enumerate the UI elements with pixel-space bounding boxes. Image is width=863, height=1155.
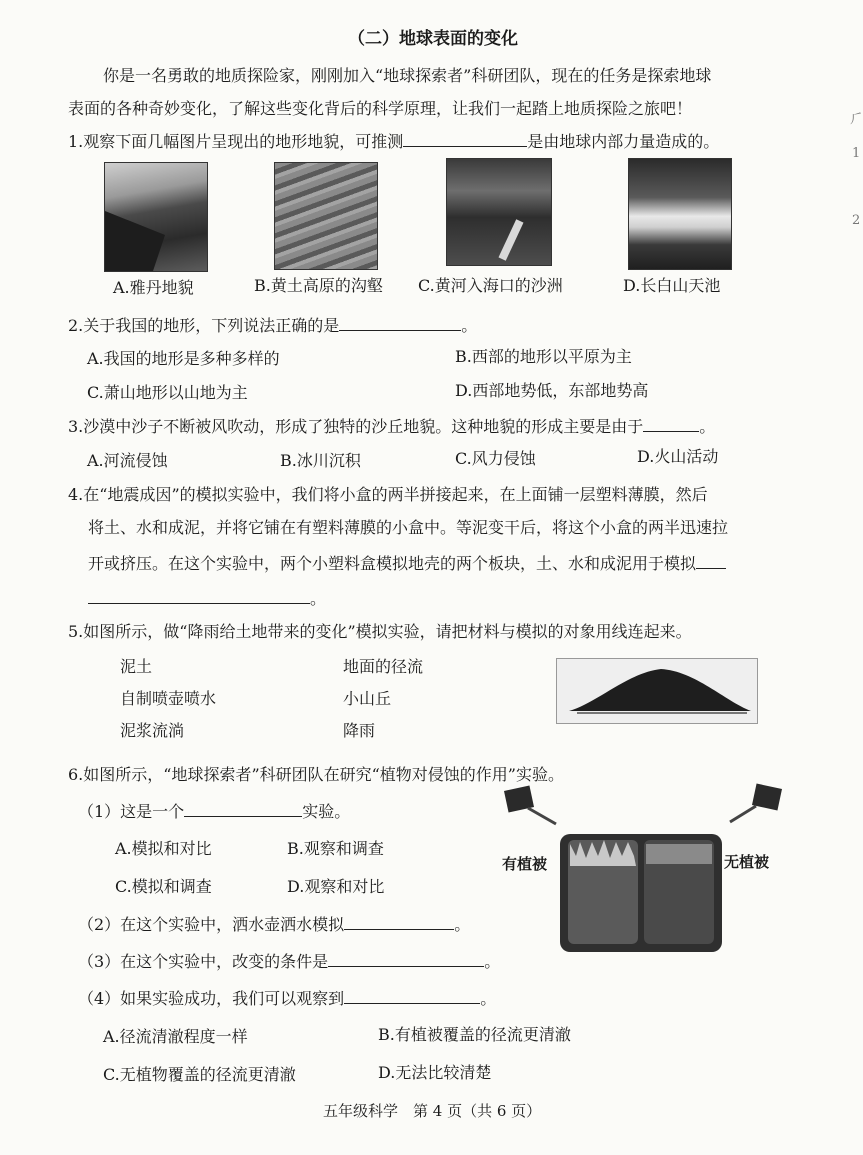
answer-blank-6-2[interactable] [344, 915, 454, 930]
question-1 [68, 129, 719, 152]
answer-blank-4a[interactable] [696, 554, 726, 569]
q6-sub-4 [78, 986, 496, 1009]
page-title: （二）地球表面的变化 [348, 29, 518, 49]
answer-blank-3[interactable] [643, 417, 699, 432]
q6-option-a: A.模拟和对比 [115, 839, 212, 858]
answer-blank-4b[interactable] [88, 589, 310, 604]
answer-blank-6-1[interactable] [184, 802, 302, 817]
q6-sub-2-period: 。 [454, 915, 471, 934]
q6-4-option-b: B.有植被覆盖的径流更清澈 [378, 1025, 571, 1044]
q5-right-3[interactable]: 降雨 [343, 721, 376, 740]
question-4-line-1: 4.在“地震成因”的模拟实验中，我们将小盒的两半拼接起来，在上面铺一层塑料薄膜，然后 [68, 485, 708, 504]
q6-4-option-a: A.径流清澈程度一样 [103, 1027, 248, 1046]
q5-left-1[interactable]: 泥土 [120, 657, 153, 676]
q3-option-c: C.风力侵蚀 [455, 449, 536, 468]
question-4-line-4 [88, 586, 326, 609]
question-2-prefix: 2.关于我国的地形，下列说法正确的是 [68, 316, 340, 335]
answer-blank-6-4[interactable] [344, 989, 480, 1004]
intro-line-2: 表面的各种奇妙变化，了解这些变化背后的科学原理，让我们一起踏上地质探险之旅吧！ [68, 99, 693, 118]
q6-option-d: D.观察和对比 [287, 877, 385, 896]
q6-sub-4-period: 。 [480, 989, 497, 1008]
q3-option-a: A.河流侵蚀 [87, 451, 168, 470]
caption-a: A.雅丹地貌 [113, 278, 194, 297]
question-4-line-3-text: 开或挤压。在这个实验中，两个小塑料盒模拟地壳的两个板块，土、水和成泥用于模拟 [88, 554, 697, 573]
q2-option-c: C.萧山地形以山地为主 [87, 383, 248, 402]
answer-blank-2[interactable] [339, 316, 461, 331]
q6-4-option-c: C.无植物覆盖的径流更清澈 [103, 1065, 296, 1084]
caption-d: D.长白山天池 [623, 276, 721, 295]
q2-option-b: B.西部的地形以平原为主 [455, 347, 632, 366]
q2-option-d: D.西部地势低，东部地势高 [455, 381, 649, 400]
q6-option-c: C.模拟和调查 [115, 877, 212, 896]
q5-right-2[interactable]: 小山丘 [343, 689, 392, 708]
q6-sub-3 [78, 949, 500, 972]
question-1-suffix: 是由地球内部力量造成的。 [527, 132, 720, 151]
soil-mound-photo [556, 658, 758, 724]
question-3 [68, 414, 715, 437]
q6-sub-3-period: 。 [484, 952, 501, 971]
q6-4-option-d: D.无法比较清楚 [378, 1063, 492, 1082]
question-4-suffix: 。 [310, 589, 327, 608]
question-5: 5.如图所示，做“降雨给土地带来的变化”模拟实验，请把材料与模拟的对象用线连起来。 [68, 622, 692, 641]
edge-glyph-2: 1 [852, 146, 861, 161]
answer-blank-1[interactable] [403, 132, 527, 147]
question-4-line-3 [88, 551, 726, 574]
q5-right-1[interactable]: 地面的径流 [343, 657, 424, 676]
question-4-line-2: 将土、水和成泥，并将它铺在有塑料薄膜的小盒中。等泥变干后，将这个小盒的两半迅速拉 [88, 518, 729, 537]
label-without-vegetation: 无植被 [724, 853, 770, 871]
edge-glyph-3: 2 [852, 213, 861, 228]
caption-b: B.黄土高原的沟壑 [254, 276, 383, 295]
question-2-suffix: 。 [461, 316, 478, 335]
answer-blank-6-3[interactable] [328, 952, 484, 967]
label-with-vegetation: 有植被 [502, 855, 548, 873]
q6-sub-1-prefix: （1）这是一个 [78, 802, 185, 821]
q5-left-2[interactable]: 自制喷壶喷水 [120, 689, 217, 708]
q6-sub-1 [78, 799, 350, 822]
q3-option-d: D.火山活动 [637, 447, 719, 466]
loess-plateau-photo [274, 162, 378, 270]
intro-line-1: 你是一名勇敢的地质探险家，刚刚加入“地球探索者”科研团队，现在的任务是探索地球 [103, 66, 712, 85]
question-6: 6.如图所示，“地球探索者”科研团队在研究“植物对侵蚀的作用”实验。 [68, 765, 564, 784]
q6-sub-2-prefix: （2）在这个实验中，洒水壶洒水模拟 [78, 915, 345, 934]
q6-sub-3-prefix: （3）在这个实验中，改变的条件是 [78, 952, 329, 971]
q6-option-b: B.观察和调查 [287, 839, 384, 858]
yardang-photo [104, 162, 208, 272]
page-footer: 五年级科学 第 4 页（共 6 页） [323, 1102, 542, 1120]
q6-sub-1-suffix: 实验。 [302, 802, 351, 821]
question-2 [68, 313, 477, 336]
yellow-river-delta-photo [446, 158, 552, 266]
soil-mound-drawing [557, 659, 757, 723]
question-3-prefix: 3.沙漠中沙子不断被风吹动，形成了独特的沙丘地貌。这种地貌的形成主要是由于 [68, 417, 644, 436]
question-1-prefix: 1.观察下面几幅图片呈现出的地形地貌，可推测 [68, 132, 404, 151]
question-3-suffix: 。 [699, 417, 716, 436]
q6-sub-4-prefix: （4）如果实验成功，我们可以观察到 [78, 989, 345, 1008]
q6-sub-2 [78, 912, 470, 935]
q5-left-3[interactable]: 泥浆流淌 [120, 721, 185, 740]
caption-c: C.黄河入海口的沙洲 [418, 276, 563, 295]
q2-option-a: A.我国的地形是多种多样的 [87, 349, 280, 368]
q3-option-b: B.冰川沉积 [280, 451, 361, 470]
edge-glyph-1: ⺁ [850, 112, 863, 127]
changbai-tianchi-photo [628, 158, 732, 270]
